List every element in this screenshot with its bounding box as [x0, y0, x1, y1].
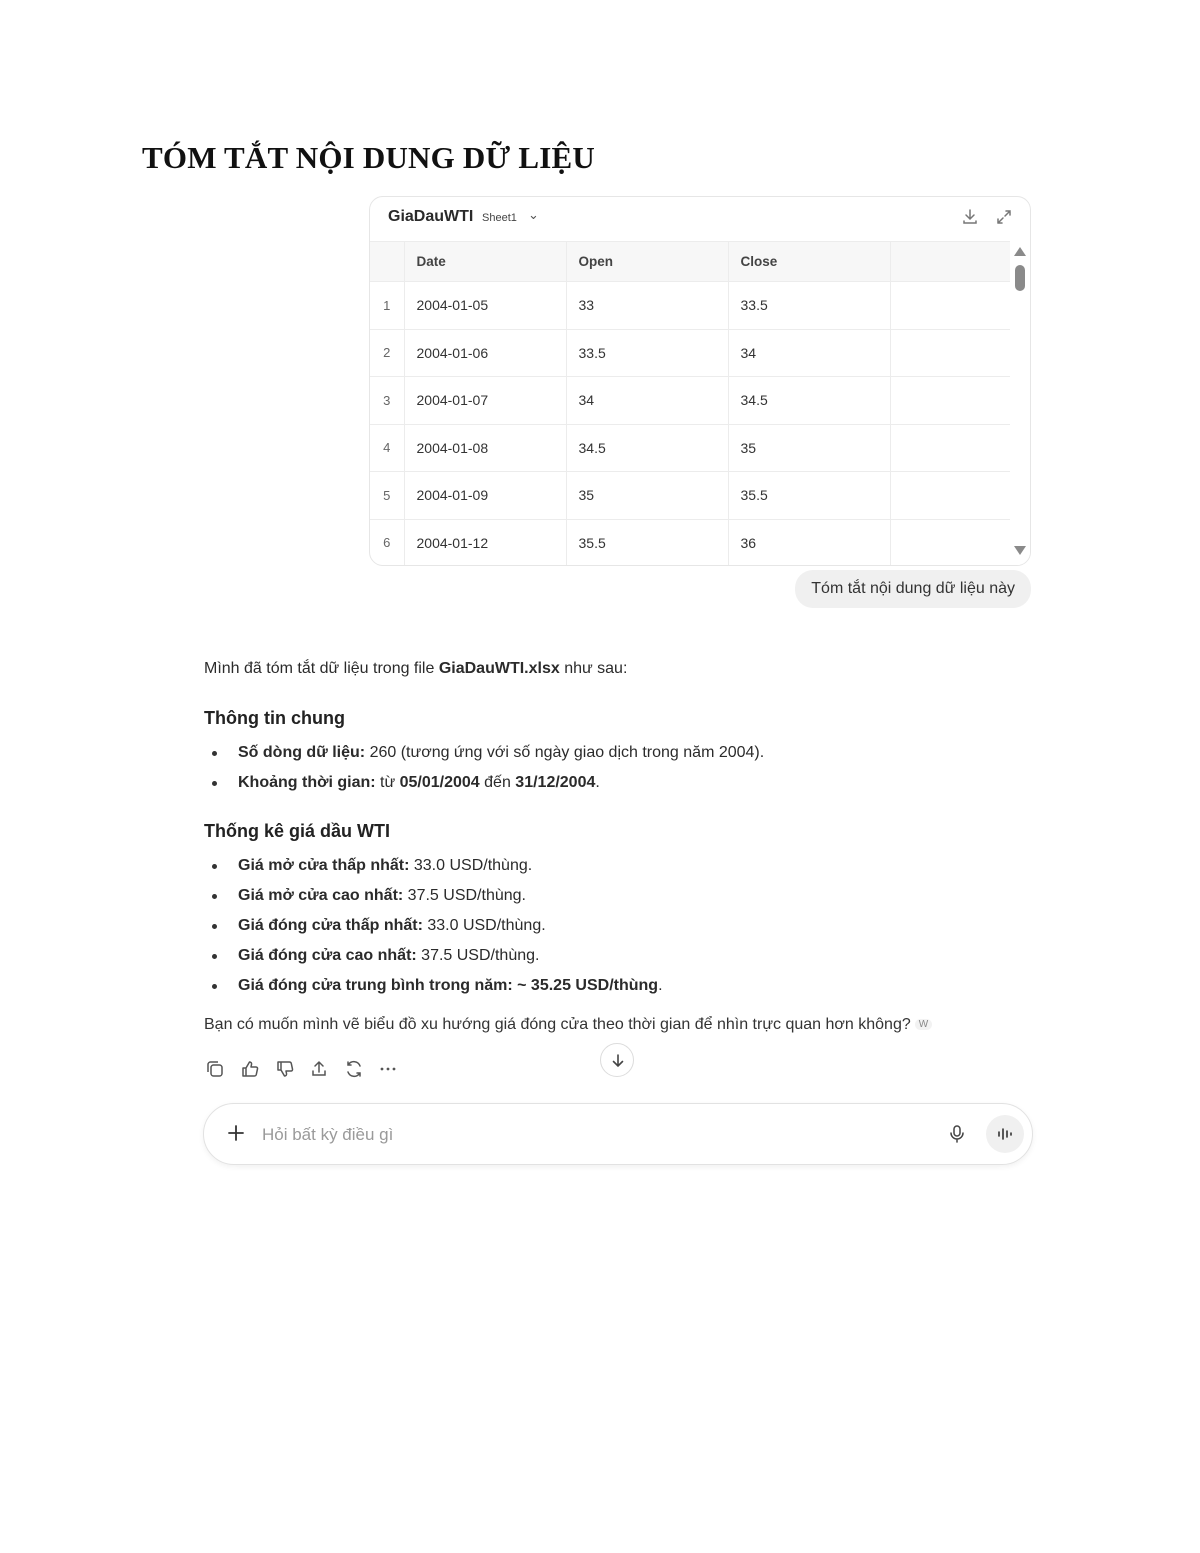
microphone-icon[interactable] [946, 1123, 968, 1145]
cell-close[interactable]: 34.5 [728, 377, 890, 425]
item-label: Giá đóng cửa trung bình trong năm: [238, 977, 513, 994]
scroll-down-arrow-icon[interactable] [1014, 546, 1026, 555]
item-label: Khoảng thời gian: [238, 774, 376, 791]
row-index: 2 [370, 329, 404, 377]
table-row[interactable] [370, 472, 1012, 520]
followup-question [204, 1016, 932, 1034]
column-header-empty [890, 242, 1012, 282]
section-title-stats: Thống kê giá dầu WTI [204, 821, 390, 841]
cell-empty[interactable] [890, 377, 1012, 425]
table-row[interactable] [370, 329, 1012, 377]
list-item [204, 911, 663, 941]
response-intro [204, 660, 627, 678]
list-item [204, 881, 663, 911]
list-item [204, 738, 764, 768]
item-label: Số dòng dữ liệu: [238, 744, 366, 761]
item-value: từ [375, 774, 400, 791]
item-value: 33.0 USD/thùng. [409, 857, 533, 874]
thumbs-down-icon[interactable] [274, 1058, 296, 1080]
spreadsheet-table [370, 241, 1013, 566]
cell-close[interactable]: 36 [728, 519, 890, 566]
cell-close[interactable]: 35 [728, 424, 890, 472]
row-index: 1 [370, 282, 404, 330]
table-row[interactable] [370, 282, 1012, 330]
copy-icon[interactable] [204, 1058, 226, 1080]
item-label: Giá đóng cửa cao nhất: [238, 947, 417, 964]
item-label: Giá đóng cửa thấp nhất: [238, 917, 423, 934]
list-item [204, 941, 663, 971]
thumbs-up-icon[interactable] [239, 1058, 261, 1080]
more-icon[interactable] [377, 1058, 399, 1080]
followup-text: Bạn có muốn mình vẽ biểu đồ xu hướng giá đóng cửa theo thời gian để nhìn trực quan hơn không? [204, 1016, 911, 1033]
cell-date[interactable]: 2004-01-07 [404, 377, 566, 425]
spreadsheet-file-name: GiaDauWTI [388, 208, 474, 225]
cell-close[interactable]: 34 [728, 329, 890, 377]
share-icon[interactable] [308, 1058, 330, 1080]
scroll-to-bottom-button[interactable] [600, 1043, 634, 1077]
item-value: . [658, 977, 663, 994]
table-header-row [370, 242, 1012, 282]
regenerate-icon[interactable] [343, 1058, 365, 1080]
sheet-selector[interactable]: Sheet1 [482, 212, 517, 224]
cell-empty[interactable] [890, 282, 1012, 330]
section-title-general: Thông tin chung [204, 708, 345, 728]
intro-suffix: như sau: [559, 660, 628, 677]
cell-close[interactable]: 33.5 [728, 282, 890, 330]
cell-empty[interactable] [890, 329, 1012, 377]
citation-badge[interactable]: W [915, 1019, 932, 1030]
stats-list [204, 851, 663, 1001]
item-label: Giá mở cửa cao nhất: [238, 887, 404, 904]
item-value: đến [479, 774, 516, 791]
row-index: 6 [370, 519, 404, 566]
expand-icon[interactable] [994, 207, 1014, 227]
row-index: 5 [370, 472, 404, 520]
cell-date[interactable]: 2004-01-12 [404, 519, 566, 566]
list-item [204, 851, 663, 881]
column-header-date[interactable]: Date [404, 242, 566, 282]
vertical-scrollbar[interactable] [1010, 241, 1030, 566]
document-title: TÓM TẮT NỘI DUNG DỮ LIỆU [142, 140, 595, 175]
spreadsheet-preview [369, 196, 1031, 566]
item-value: 33.0 USD/thùng. [422, 917, 546, 934]
cell-open[interactable]: 35 [566, 472, 728, 520]
row-index: 3 [370, 377, 404, 425]
cell-empty[interactable] [890, 519, 1012, 566]
table-row[interactable] [370, 519, 1012, 566]
plus-icon[interactable] [224, 1121, 248, 1145]
date-from: 05/01/2004 [399, 774, 480, 791]
cell-date[interactable]: 2004-01-05 [404, 282, 566, 330]
spreadsheet-header [370, 197, 1030, 241]
table-row[interactable] [370, 424, 1012, 472]
cell-open[interactable]: 33.5 [566, 329, 728, 377]
cell-close[interactable]: 35.5 [728, 472, 890, 520]
item-value-bold: ~ 35.25 USD/thùng [512, 977, 659, 994]
date-to: 31/12/2004 [515, 774, 596, 791]
column-header-open[interactable]: Open [566, 242, 728, 282]
chevron-down-icon[interactable]: ⌄ [528, 207, 539, 222]
scrollbar-thumb[interactable] [1015, 265, 1025, 291]
row-index-header [370, 242, 404, 282]
intro-text: Mình đã tóm tắt dữ liệu trong file [204, 660, 439, 677]
cell-open[interactable]: 35.5 [566, 519, 728, 566]
column-header-close[interactable]: Close [728, 242, 890, 282]
cell-open[interactable]: 34 [566, 377, 728, 425]
item-value: . [595, 774, 600, 791]
cell-empty[interactable] [890, 472, 1012, 520]
cell-empty[interactable] [890, 424, 1012, 472]
cell-date[interactable]: 2004-01-08 [404, 424, 566, 472]
chat-composer [203, 1103, 1033, 1165]
item-value: 260 (tương ứng với số ngày giao dịch trong năm 2004). [365, 744, 765, 761]
cell-date[interactable]: 2004-01-09 [404, 472, 566, 520]
download-icon[interactable] [960, 207, 980, 227]
item-label: Giá mở cửa thấp nhất: [238, 857, 410, 874]
user-message-bubble: Tóm tắt nội dung dữ liệu này [795, 570, 1031, 608]
cell-open[interactable]: 34.5 [566, 424, 728, 472]
general-info-list [204, 738, 764, 798]
waveform-icon [995, 1124, 1015, 1144]
cell-date[interactable]: 2004-01-06 [404, 329, 566, 377]
cell-open[interactable]: 33 [566, 282, 728, 330]
item-value: 37.5 USD/thùng. [416, 947, 540, 964]
voice-mode-button[interactable] [986, 1115, 1024, 1153]
item-value: 37.5 USD/thùng. [403, 887, 526, 904]
row-index: 4 [370, 424, 404, 472]
prompt-input[interactable] [260, 1120, 920, 1150]
intro-file-name: GiaDauWTI.xlsx [438, 660, 560, 677]
list-item [204, 768, 764, 798]
arrow-down-icon [609, 1052, 627, 1070]
table-row[interactable] [370, 377, 1012, 425]
scroll-up-arrow-icon[interactable] [1014, 247, 1026, 256]
list-item [204, 971, 663, 1001]
